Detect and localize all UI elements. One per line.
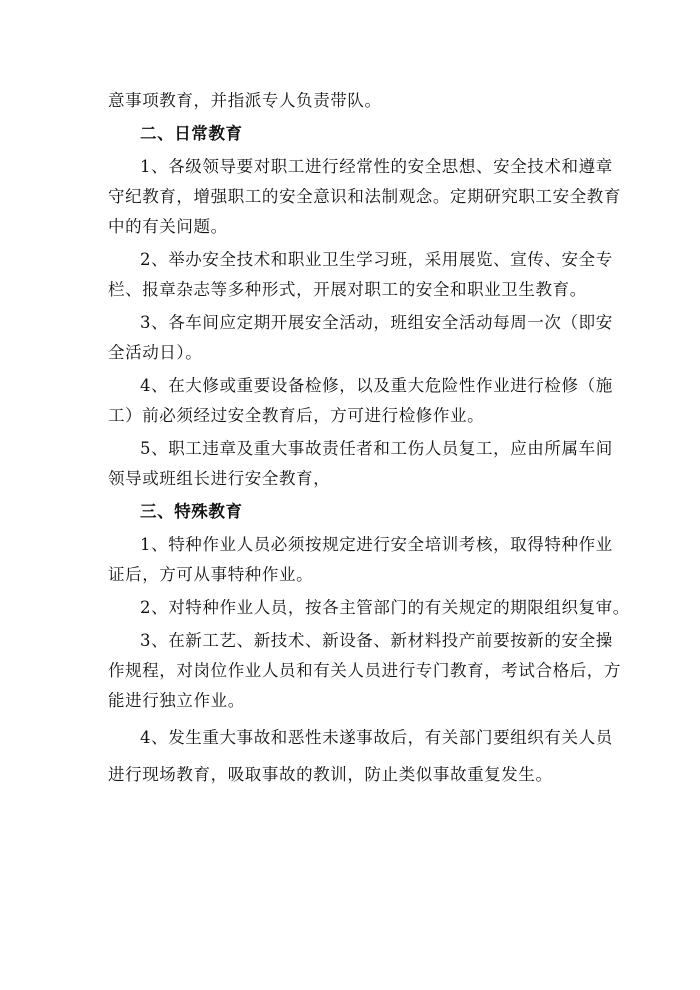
paragraph-line: 4、发生重大事故和恶性未遂事故后，有关部门要组织有关人员: [140, 728, 613, 747]
paragraph-line: 栏、报章杂志等多种形式，开展对职工的安全和职业卫生教育。: [108, 280, 587, 299]
paragraph-line: 能进行独立作业。: [108, 691, 245, 710]
paragraph-line: 4、在大修或重要设备检修，以及重大危险性作业进行检修（施: [140, 376, 613, 395]
paragraph-line: 3、在新工艺、新技术、新设备、新材料投产前要按新的安全操: [140, 631, 613, 650]
paragraph-line: 2、举办安全技术和职业卫生学习班，采用展览、宣传、安全专: [140, 250, 613, 269]
paragraph-line: 领导或班组长进行安全教育，: [108, 469, 331, 488]
paragraph-line: 1、各级领导要对职工进行经常性的安全思想、安全技术和遵章: [140, 157, 613, 176]
paragraph-line: 守纪教育，增强职工的安全意识和法制观念。定期研究职工安全教育: [108, 187, 621, 206]
paragraph-line: 5、职工违章及重大事故责任者和工伤人员复工，应由所属车间: [140, 439, 613, 458]
paragraph-line: 证后，方可从事特种作业。: [108, 565, 314, 584]
paragraph-line: 意事项教育，并指派专人负责带队。: [108, 91, 382, 110]
paragraph-line: 进行现场教育，吸取事故的教训，防止类似事故重复发生。: [108, 765, 553, 784]
document-page: [108, 86, 630, 790]
paragraph-line: 全活动日）。: [108, 343, 203, 362]
paragraph-line: 中的有关问题。: [108, 217, 228, 236]
paragraph-line: 3、各车间应定期开展安全活动，班组安全活动每周一次（即安: [140, 313, 613, 332]
section-heading-special-education: 三、特殊教育: [140, 502, 243, 521]
paragraph-line: 工）前必须经过安全教育后，方可进行检修作业。: [108, 406, 485, 425]
paragraph-line: 2、对特种作业人员，按各主管部门的有关规定的期限组织复审。: [140, 598, 630, 617]
section-heading-daily-education: 二、日常教育: [140, 124, 243, 143]
paragraph-line: 1、特种作业人员必须按规定进行安全培训考核，取得特种作业: [140, 535, 613, 554]
paragraph-line: 作规程，对岗位作业人员和有关人员进行专门教育，考试合格后，方: [108, 661, 621, 680]
